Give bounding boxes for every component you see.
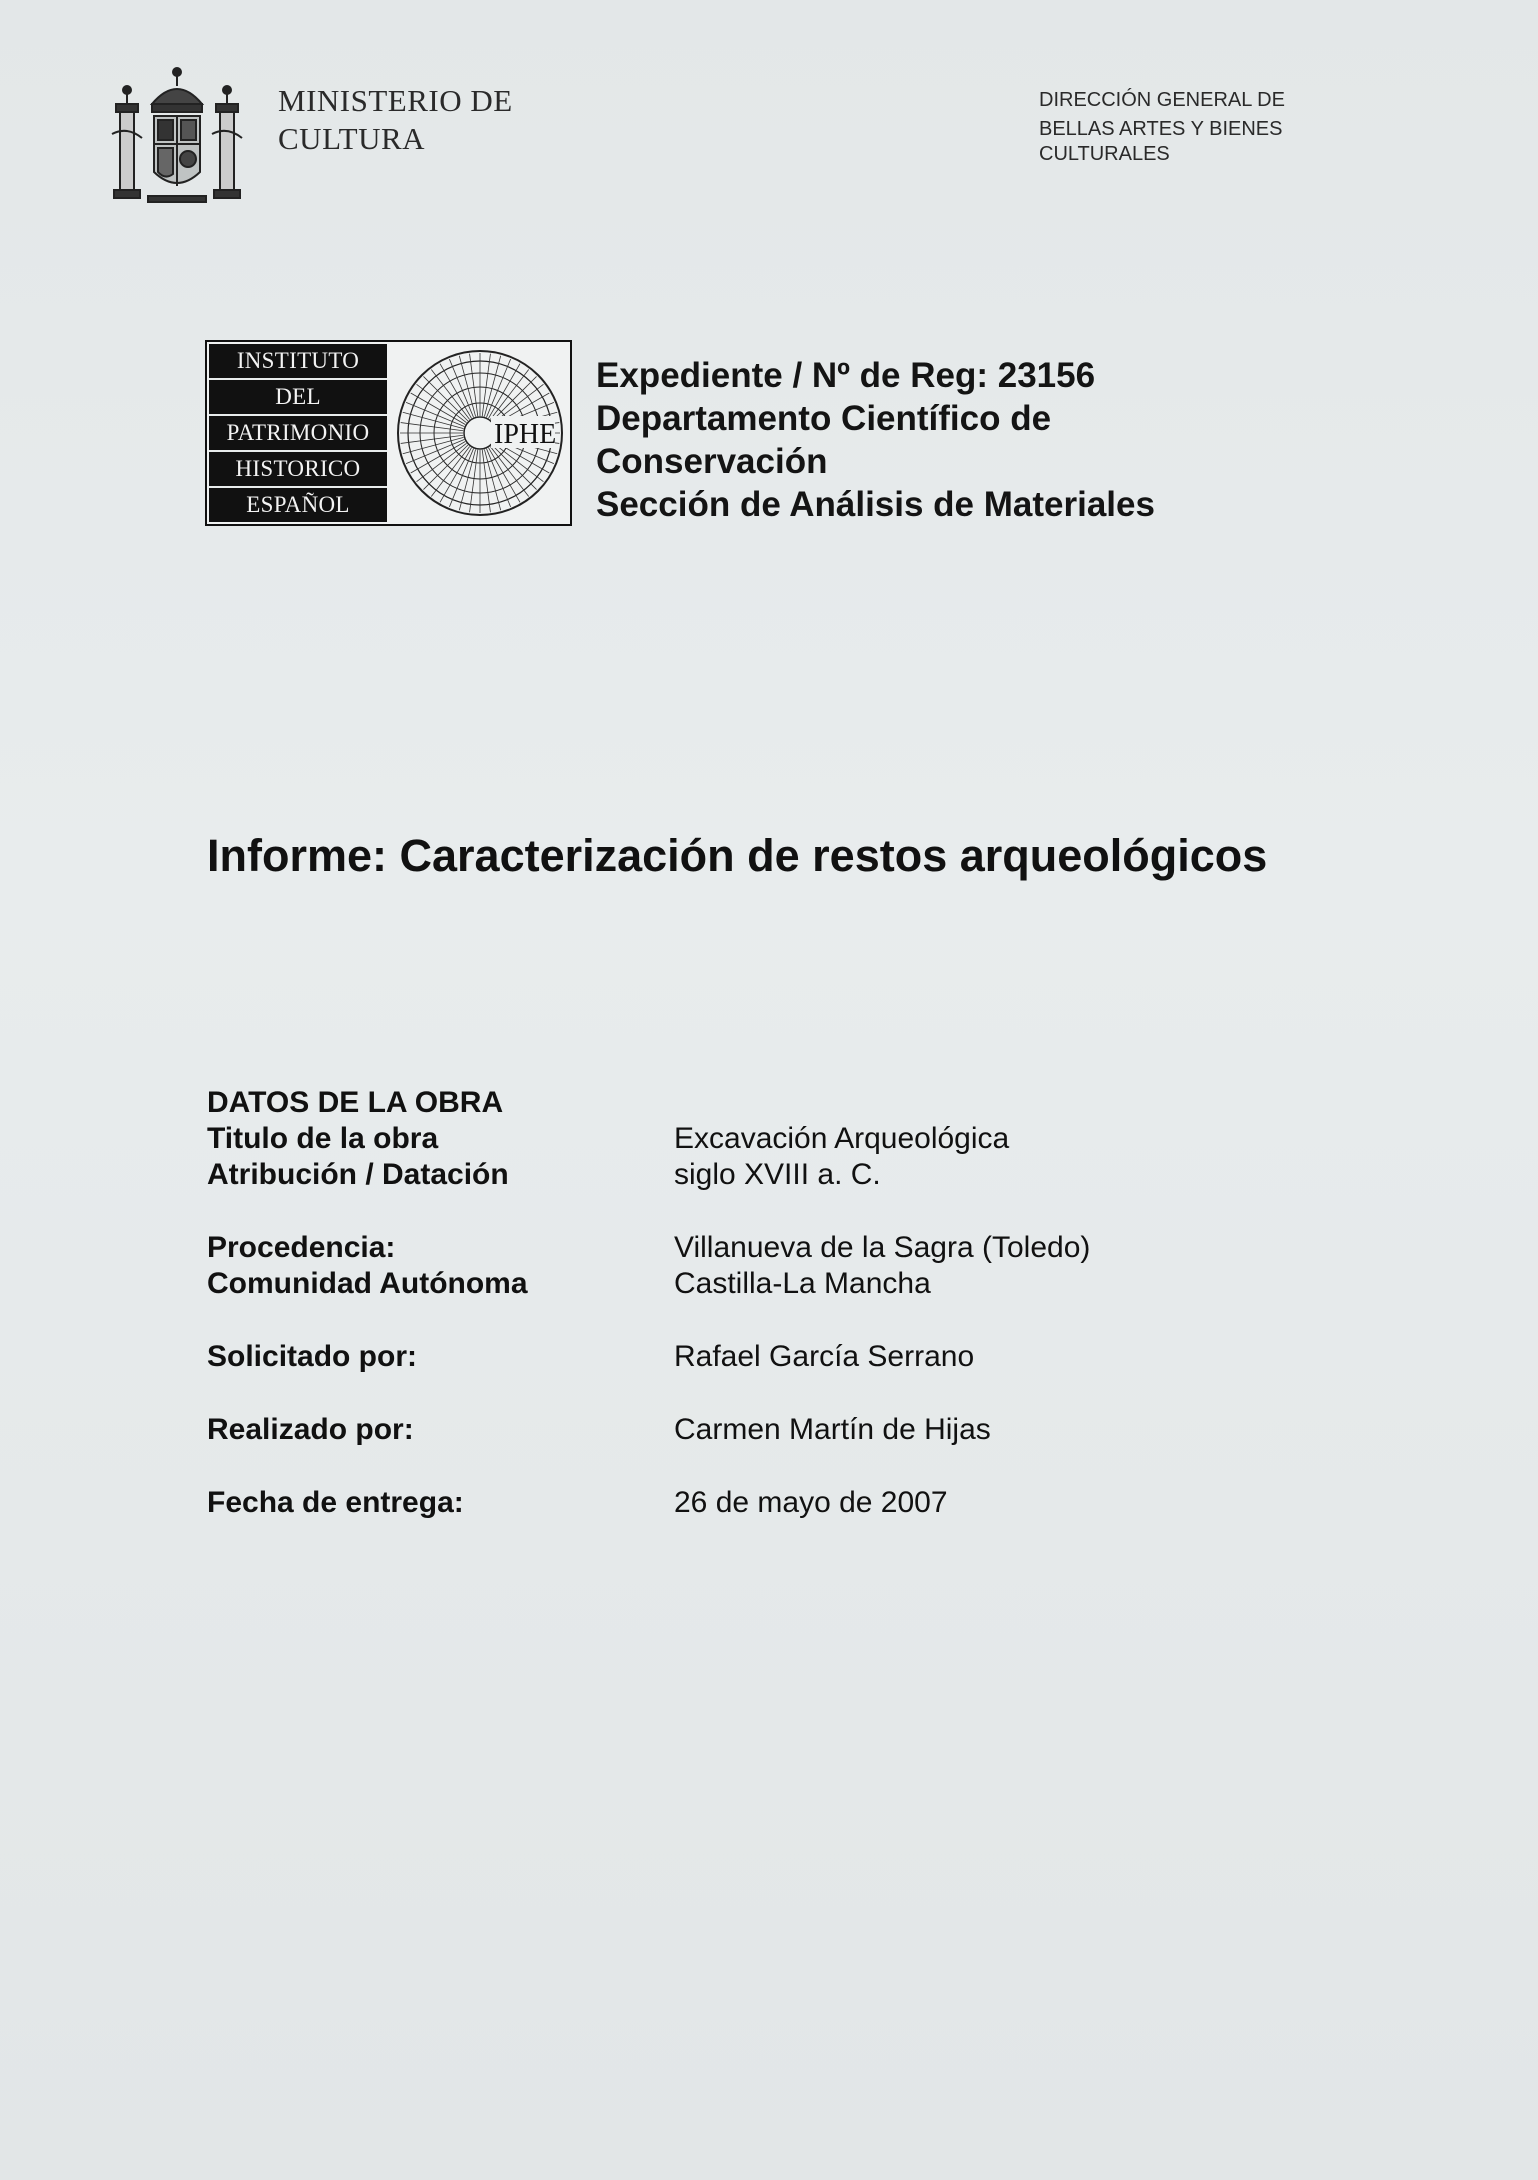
emblem-spoke [423, 445, 468, 490]
emblem-spoke [411, 442, 466, 474]
institute-line-5: ESPAÑOL [246, 492, 350, 517]
iphe-emblem-icon [391, 344, 569, 522]
emblem-spoke [403, 412, 464, 428]
emblem-spoke [459, 356, 475, 417]
data-label: Realizado por: [207, 1413, 414, 1446]
data-label: Comunidad Autónoma [207, 1267, 528, 1300]
institute-line-2: DEL [209, 380, 387, 416]
data-value: Villanueva de la Sagra (Toledo) [674, 1231, 1091, 1264]
data-label: Atribución / Datación [207, 1158, 509, 1191]
emblem-spoke [401, 423, 463, 431]
report-title: Informe: Caracterización de restos arqueológicos [207, 830, 1268, 881]
work-data-section [207, 1085, 1091, 1519]
ministry-name [278, 82, 513, 158]
spanish-coat-of-arms-icon [108, 64, 246, 214]
emblem-spoke [470, 450, 478, 512]
institute-line-1: INSTITUTO [209, 344, 387, 380]
data-value: Excavación Arqueológica [674, 1122, 1010, 1155]
emblem-spoke [459, 449, 475, 510]
directorate-line-2: BELLAS ARTES Y BIENES [1039, 118, 1283, 140]
data-label: Fecha de entrega: [207, 1486, 464, 1519]
iphe-emblem-text: IPHE [494, 419, 557, 450]
section-heading: DATOS DE LA OBRA [207, 1086, 504, 1119]
data-value: 26 de mayo de 2007 [674, 1486, 948, 1519]
directorate-line-3: CULTURALES [1039, 143, 1170, 165]
section-name: Sección de Análisis de Materiales [596, 485, 1155, 524]
institute-line-4: HISTORICO [209, 452, 387, 488]
department-line-2: Conservación [596, 442, 828, 481]
emblem-spoke [440, 364, 472, 419]
department-line-1: Departamento Científico de [596, 399, 1052, 438]
data-label: Titulo de la obra [207, 1122, 439, 1155]
emblem-spoke [492, 445, 537, 490]
file-number: Expediente / Nº de Reg: 23156 [596, 356, 1096, 395]
emblem-spoke [411, 393, 466, 425]
emblem-spoke [484, 356, 500, 417]
emblem-spoke [423, 376, 468, 421]
file-info [596, 354, 1155, 526]
iphe-logo [205, 340, 572, 526]
emblem-spoke [484, 449, 500, 510]
ministry-line-1: MINISTERIO DE [278, 83, 513, 118]
data-value: Rafael García Serrano [674, 1340, 975, 1373]
data-label: Procedencia: [207, 1231, 396, 1264]
emblem-spoke [470, 354, 478, 416]
emblem-spoke [492, 376, 537, 421]
data-value: Castilla-La Mancha [674, 1267, 931, 1300]
directorate-name [1039, 86, 1285, 169]
emblem-spoke [489, 448, 521, 503]
emblem-spoke [401, 435, 463, 443]
data-label: Solicitado por: [207, 1340, 417, 1373]
emblem-spoke [489, 364, 521, 419]
ministry-line-2: CULTURA [278, 121, 426, 156]
emblem-spoke [482, 450, 490, 512]
institute-name-block [209, 344, 387, 522]
data-value: Carmen Martín de Hijas [674, 1413, 991, 1446]
directorate-line-1: DIRECCIÓN GENERAL DE [1039, 89, 1285, 111]
institute-line-3: PATRIMONIO [209, 416, 387, 452]
data-value: siglo XVIII a. C. [674, 1158, 881, 1191]
emblem-spoke [440, 448, 472, 503]
emblem-spoke [403, 437, 464, 453]
emblem-spoke [482, 354, 490, 416]
